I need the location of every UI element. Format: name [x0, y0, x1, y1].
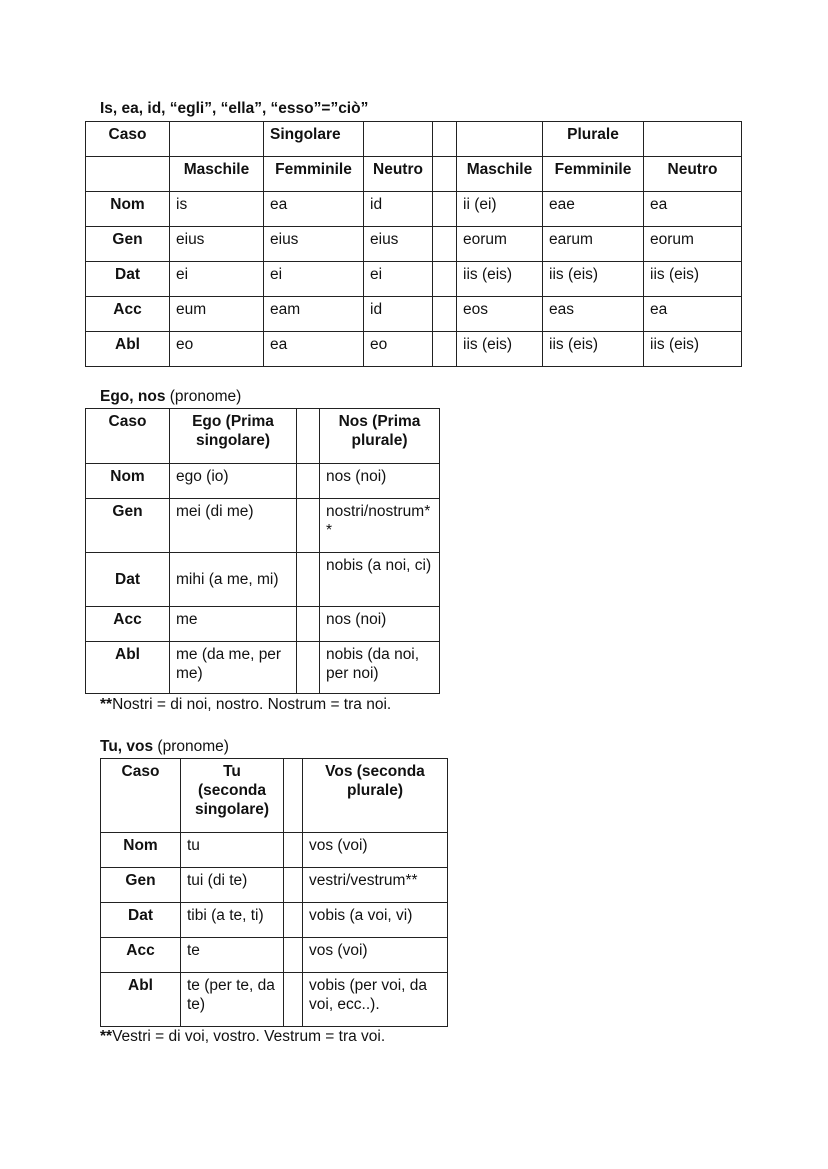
table3-caso-header: Caso [101, 759, 181, 833]
table3-vos-header: Vos (seconda plurale) [303, 759, 448, 833]
table-cell: vobis (a voi, vi) [303, 903, 448, 938]
table-cell: nostri/nostrum** [320, 499, 440, 553]
table-row [101, 973, 448, 1027]
table-cell: vos (voi) [303, 938, 448, 973]
table-cell: iis (eis) [457, 262, 543, 297]
table-cell: vos (voi) [303, 833, 448, 868]
table1-singolare-header: Singolare [264, 122, 364, 157]
case-label: Dat [101, 903, 181, 938]
table3-footnote: **Vestri = di voi, vostro. Vestrum = tra voi. [100, 1028, 386, 1045]
table-cell: iis (eis) [543, 262, 644, 297]
case-label: Abl [86, 332, 170, 367]
table2-ego-nos [85, 408, 440, 694]
table-cell: eas [543, 297, 644, 332]
table-cell: vestri/vestrum** [303, 868, 448, 903]
table-row [86, 607, 440, 642]
case-label: Abl [101, 973, 181, 1027]
table-cell: eum [170, 297, 264, 332]
table-row [101, 833, 448, 868]
table2-footnote: **Nostri = di noi, nostro. Nostrum = tra noi. [100, 696, 392, 713]
case-label: Gen [86, 227, 170, 262]
table1-sing-maschile: Maschile [170, 157, 264, 192]
table-cell: ei [170, 262, 264, 297]
table1-subheader-row [86, 157, 742, 192]
table2-ego-header: Ego (Prima singolare) [170, 409, 297, 464]
table1-header-row [86, 122, 742, 157]
table-cell: mei (di me) [170, 499, 297, 553]
table-cell: ego (io) [170, 464, 297, 499]
table-cell: iis (eis) [543, 332, 644, 367]
table-cell: ei [364, 262, 433, 297]
table-row [86, 297, 742, 332]
table3-header-row [101, 759, 448, 833]
table-cell: ea [644, 297, 742, 332]
table-cell: eorum [644, 227, 742, 262]
case-label: Acc [101, 938, 181, 973]
table-cell: eorum [457, 227, 543, 262]
table2-nos-header: Nos (Prima plurale) [320, 409, 440, 464]
table2-header-row [86, 409, 440, 464]
table1-sing-neutro: Neutro [364, 157, 433, 192]
case-label: Nom [86, 192, 170, 227]
case-label: Nom [86, 464, 170, 499]
table1-plur-maschile: Maschile [457, 157, 543, 192]
table-cell: tui (di te) [181, 868, 284, 903]
table-row [86, 642, 440, 694]
case-label: Dat [86, 262, 170, 297]
case-label: Gen [86, 499, 170, 553]
case-label: Acc [86, 297, 170, 332]
table-row [86, 192, 742, 227]
table3-tu-header: Tu (seconda singolare) [181, 759, 284, 833]
table-row [101, 938, 448, 973]
table3-tu-vos [100, 758, 448, 1027]
table-cell: ea [644, 192, 742, 227]
table-cell: eo [170, 332, 264, 367]
table1-caso-header: Caso [86, 122, 170, 157]
table-cell: id [364, 192, 433, 227]
table-cell: iis (eis) [457, 332, 543, 367]
table-cell: ii (ei) [457, 192, 543, 227]
table1-title: Is, ea, id, “egli”, “ella”, “esso”=”ciò” [100, 100, 369, 117]
case-label: Nom [101, 833, 181, 868]
table-row [101, 868, 448, 903]
table-cell: te (per te, da te) [181, 973, 284, 1027]
table1-plur-neutro: Neutro [644, 157, 742, 192]
table-row [86, 464, 440, 499]
table-row [101, 903, 448, 938]
table-cell: eius [170, 227, 264, 262]
table-cell: tu [181, 833, 284, 868]
table-cell: ea [264, 332, 364, 367]
table2-caso-header: Caso [86, 409, 170, 464]
table-cell: nos (noi) [320, 464, 440, 499]
table-row [86, 262, 742, 297]
table-cell: te [181, 938, 284, 973]
case-label: Abl [86, 642, 170, 694]
case-label: Acc [86, 607, 170, 642]
table-cell: nos (noi) [320, 607, 440, 642]
table-cell: ei [264, 262, 364, 297]
table1-plurale-header: Plurale [543, 122, 644, 157]
table1-is-ea-id [85, 121, 742, 367]
table-cell: eius [264, 227, 364, 262]
table-cell: eam [264, 297, 364, 332]
table-cell: me (da me, per me) [170, 642, 297, 694]
table-row [86, 499, 440, 553]
table2-title: Ego, nos (pronome) [100, 388, 242, 405]
table-cell: is [170, 192, 264, 227]
case-label: Dat [86, 553, 170, 607]
table-cell: vobis (per voi, da voi, ecc..). [303, 973, 448, 1027]
table-cell: eius [364, 227, 433, 262]
table3-title: Tu, vos (pronome) [100, 738, 229, 755]
table-cell: me [170, 607, 297, 642]
case-label: Gen [101, 868, 181, 903]
table-cell: id [364, 297, 433, 332]
table-cell: ea [264, 192, 364, 227]
table1-plur-femminile: Femminile [543, 157, 644, 192]
table-cell: mihi (a me, mi) [170, 553, 297, 607]
table-cell: eae [543, 192, 644, 227]
table-cell: eo [364, 332, 433, 367]
table-row [86, 553, 440, 607]
table-cell: iis (eis) [644, 332, 742, 367]
table-row [86, 332, 742, 367]
table-cell: nobis (a noi, ci) [320, 553, 440, 607]
table-cell: eos [457, 297, 543, 332]
table1-sing-femminile: Femminile [264, 157, 364, 192]
table-cell: earum [543, 227, 644, 262]
table-cell: iis (eis) [644, 262, 742, 297]
table-cell: tibi (a te, ti) [181, 903, 284, 938]
table-cell: nobis (da noi, per noi) [320, 642, 440, 694]
table-row [86, 227, 742, 262]
